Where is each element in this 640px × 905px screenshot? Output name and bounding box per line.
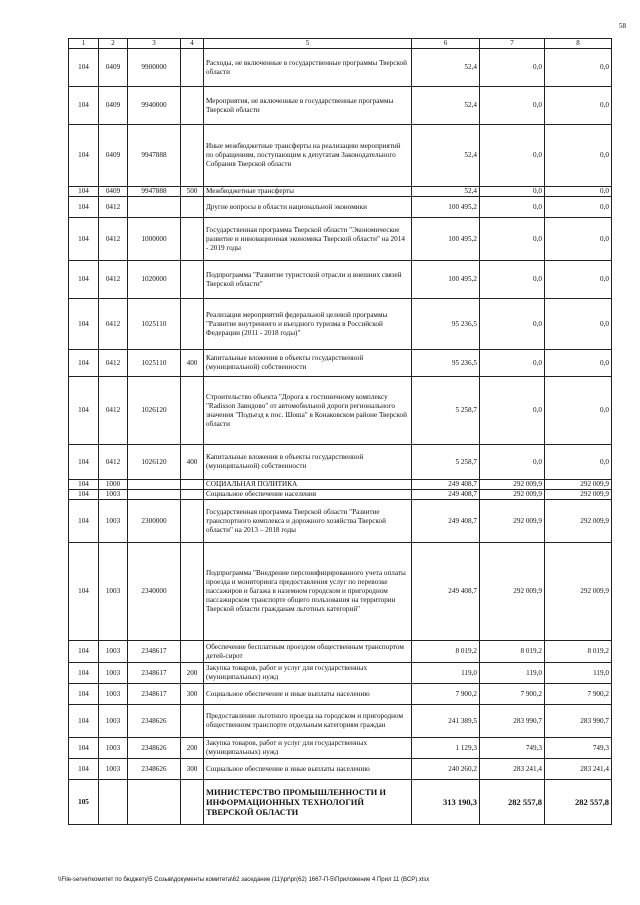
- expense-type-cell: [181, 299, 204, 350]
- table-row: [69, 641, 612, 663]
- item-name-cell: Подпрограмма "Внедрение персонифицированного учета оплаты проезда и мониторинга предоставления услуг по перевозке пассажиров и багажа в наземном городском и пригородном пассажирском транспорте общего пользования на территории Тверской области гражданам льготных категорий": [204, 543, 412, 641]
- admin-code-cell: 104: [69, 543, 99, 641]
- amount-2016-cell: 0,0: [545, 377, 612, 445]
- item-name-cell: Предоставление льготного проезда на городском и пригородном общественном транспорте отдельным категориям граждан: [204, 705, 412, 738]
- amount-2016-cell: 292 009,9: [545, 543, 612, 641]
- amount-2016-cell: 0,0: [545, 218, 612, 261]
- table-row: [69, 125, 612, 187]
- table-row: [69, 663, 612, 684]
- target-article-cell: 1025110: [128, 299, 181, 350]
- amount-2015-cell: 0,0: [480, 125, 545, 187]
- expense-type-cell: [181, 197, 204, 218]
- target-article-cell: 2348617: [128, 641, 181, 663]
- amount-2016-cell: 292 009,9: [545, 490, 612, 500]
- expense-type-cell: [181, 125, 204, 187]
- amount-2016-cell: 0,0: [545, 197, 612, 218]
- table-row: [69, 218, 612, 261]
- amount-2015-cell: 8 019,2: [480, 641, 545, 663]
- section-code-cell: [99, 780, 128, 825]
- section-code-cell: 0409: [99, 125, 128, 187]
- expense-type-cell: [181, 705, 204, 738]
- admin-code-cell: 104: [69, 299, 99, 350]
- item-name-cell: Строительство объекта "Дорога к гостиничному комплексу "Radisson Завидово" от автомобильной дороги регионального значения "Подъезд к пос. Шоша" в Конаковском районе Тверской области: [204, 377, 412, 445]
- amount-2016-cell: 0,0: [545, 299, 612, 350]
- target-article-cell: 2348617: [128, 684, 181, 705]
- item-name-cell: МИНИСТЕРСТВО ПРОМЫШЛЕННОСТИ И ИНФОРМАЦИОННЫХ ТЕХНОЛОГИЙ ТВЕРСКОЙ ОБЛАСТИ: [204, 780, 412, 825]
- item-name-cell: Обеспечение бесплатным проездом общественным транспортом детей-сирот: [204, 641, 412, 663]
- admin-code-cell: 105: [69, 780, 99, 825]
- section-code-cell: 0412: [99, 197, 128, 218]
- target-article-cell: [128, 197, 181, 218]
- amount-2016-cell: 7 900,2: [545, 684, 612, 705]
- header-cell: 8: [545, 39, 612, 49]
- amount-2014-cell: 52,4: [412, 87, 480, 125]
- table-row: [69, 377, 612, 445]
- item-name-cell: Иные межбюджетные трансферты на реализацию мероприятий по обращениям, поступающим к депутатам Законодательного Собрания Тверской области: [204, 125, 412, 187]
- expense-type-cell: [181, 641, 204, 663]
- amount-2015-cell: 283 241,4: [480, 759, 545, 780]
- header-row: [69, 39, 612, 49]
- section-code-cell: 0409: [99, 87, 128, 125]
- amount-2014-cell: 119,0: [412, 663, 480, 684]
- item-name-cell: Реализация мероприятий федеральной целевой программы "Развитие внутреннего и въездного туризма в Российской Федерации (2011 - 2018 годы)": [204, 299, 412, 350]
- admin-code-cell: 104: [69, 49, 99, 87]
- item-name-cell: Закупка товаров, работ и услуг для государственных (муниципальных) нужд: [204, 663, 412, 684]
- item-name-cell: Социальное обеспечение и иные выплаты населению: [204, 759, 412, 780]
- amount-2015-cell: 749,3: [480, 738, 545, 759]
- admin-code-cell: 104: [69, 87, 99, 125]
- expense-type-cell: [181, 377, 204, 445]
- item-name-cell: Закупка товаров, работ и услуг для государственных (муниципальных) нужд: [204, 738, 412, 759]
- amount-2015-cell: 0,0: [480, 350, 545, 377]
- header-cell: 4: [181, 39, 204, 49]
- amount-2016-cell: 0,0: [545, 49, 612, 87]
- table-row: [69, 49, 612, 87]
- expense-type-cell: [181, 490, 204, 500]
- item-name-cell: СОЦИАЛЬНАЯ ПОЛИТИКА: [204, 480, 412, 490]
- target-article-cell: 2300000: [128, 500, 181, 543]
- item-name-cell: Социальное обеспечение и иные выплаты населению: [204, 684, 412, 705]
- admin-code-cell: 104: [69, 500, 99, 543]
- amount-2015-cell: 283 990,7: [480, 705, 545, 738]
- target-article-cell: 9947888: [128, 125, 181, 187]
- amount-2015-cell: 7 900,2: [480, 684, 545, 705]
- header-cell: 5: [204, 39, 412, 49]
- expense-type-cell: [181, 261, 204, 299]
- amount-2014-cell: 249 408,7: [412, 480, 480, 490]
- amount-2014-cell: 100 495,2: [412, 197, 480, 218]
- amount-2014-cell: 1 129,3: [412, 738, 480, 759]
- item-name-cell: Подпрограмма "Развитие туристской отрасли и внешних связей Тверской области": [204, 261, 412, 299]
- amount-2014-cell: 52,4: [412, 187, 480, 197]
- target-article-cell: 9947888: [128, 187, 181, 197]
- table-row: [69, 197, 612, 218]
- amount-2014-cell: 5 258,7: [412, 445, 480, 480]
- section-code-cell: 0412: [99, 445, 128, 480]
- amount-2014-cell: 100 495,2: [412, 261, 480, 299]
- amount-2015-cell: 0,0: [480, 87, 545, 125]
- table-row: [69, 490, 612, 500]
- admin-code-cell: 104: [69, 641, 99, 663]
- expense-type-cell: 300: [181, 759, 204, 780]
- admin-code-cell: 104: [69, 187, 99, 197]
- header-cell: 2: [99, 39, 128, 49]
- amount-2015-cell: 0,0: [480, 445, 545, 480]
- section-code-cell: 1003: [99, 684, 128, 705]
- item-name-cell: Капитальные вложения в объекты государственной (муниципальной) собственности: [204, 445, 412, 480]
- amount-2015-cell: 292 009,9: [480, 543, 545, 641]
- header-cell: 6: [412, 39, 480, 49]
- admin-code-cell: 104: [69, 663, 99, 684]
- section-code-cell: 1003: [99, 490, 128, 500]
- target-article-cell: 2348617: [128, 663, 181, 684]
- admin-code-cell: 104: [69, 197, 99, 218]
- table-row: [69, 705, 612, 738]
- amount-2015-cell: 119,0: [480, 663, 545, 684]
- amount-2014-cell: 241 389,5: [412, 705, 480, 738]
- amount-2014-cell: 100 495,2: [412, 218, 480, 261]
- section-code-cell: 0412: [99, 218, 128, 261]
- section-code-cell: 0409: [99, 49, 128, 87]
- expense-type-cell: 200: [181, 738, 204, 759]
- table-row: [69, 187, 612, 197]
- header-cell: 3: [128, 39, 181, 49]
- target-article-cell: 1026120: [128, 445, 181, 480]
- amount-2014-cell: 240 260,2: [412, 759, 480, 780]
- item-name-cell: Расходы, не включенные в государственные программы Тверской области: [204, 49, 412, 87]
- amount-2016-cell: 749,3: [545, 738, 612, 759]
- admin-code-cell: 104: [69, 684, 99, 705]
- section-code-cell: 1003: [99, 543, 128, 641]
- admin-code-cell: 104: [69, 377, 99, 445]
- section-code-cell: 1003: [99, 641, 128, 663]
- section-code-cell: 1003: [99, 759, 128, 780]
- amount-2014-cell: 249 408,7: [412, 490, 480, 500]
- item-name-cell: Другие вопросы в области национальной экономики: [204, 197, 412, 218]
- expense-type-cell: 500: [181, 187, 204, 197]
- expense-type-cell: [181, 87, 204, 125]
- item-name-cell: Капитальные вложения в объекты государственной (муниципальной) собственности: [204, 350, 412, 377]
- section-code-cell: 1003: [99, 705, 128, 738]
- target-article-cell: 1026120: [128, 377, 181, 445]
- section-code-cell: 0412: [99, 350, 128, 377]
- amount-2015-cell: 292 009,9: [480, 480, 545, 490]
- table-row: [69, 87, 612, 125]
- amount-2016-cell: 0,0: [545, 445, 612, 480]
- admin-code-cell: 104: [69, 759, 99, 780]
- section-code-cell: 1003: [99, 500, 128, 543]
- amount-2016-cell: 0,0: [545, 125, 612, 187]
- expense-type-cell: [181, 500, 204, 543]
- target-article-cell: 9900000: [128, 49, 181, 87]
- item-name-cell: Социальное обеспечение населения: [204, 490, 412, 500]
- item-name-cell: Государственная программа Тверской области "Экономическое развитие и инновационная экономика Тверской области" на 2014 - 2019 годы: [204, 218, 412, 261]
- target-article-cell: 1020000: [128, 261, 181, 299]
- expense-type-cell: [181, 543, 204, 641]
- admin-code-cell: 104: [69, 218, 99, 261]
- section-code-cell: 1003: [99, 738, 128, 759]
- budget-table: [68, 38, 612, 825]
- table-row: [69, 261, 612, 299]
- section-code-cell: 0412: [99, 299, 128, 350]
- amount-2016-cell: 8 019,2: [545, 641, 612, 663]
- amount-2015-cell: 0,0: [480, 299, 545, 350]
- admin-code-cell: 104: [69, 490, 99, 500]
- expense-type-cell: [181, 218, 204, 261]
- file-path-footer: \\File-server\комитет по бюджету\5 Созыв\документы комитета\62 заседание (11)\pr\pr(62) 1667-П-5\Приложение 4 Прил 11 (ВСР).xlsx: [58, 877, 430, 883]
- target-article-cell: 1000000: [128, 218, 181, 261]
- expense-type-cell: [181, 780, 204, 825]
- amount-2015-cell: 0,0: [480, 377, 545, 445]
- target-article-cell: 1025110: [128, 350, 181, 377]
- expense-type-cell: 400: [181, 445, 204, 480]
- expense-type-cell: 400: [181, 350, 204, 377]
- target-article-cell: 2348626: [128, 759, 181, 780]
- amount-2014-cell: 313 190,3: [412, 780, 480, 825]
- amount-2016-cell: 0,0: [545, 350, 612, 377]
- amount-2016-cell: 0,0: [545, 187, 612, 197]
- amount-2016-cell: 0,0: [545, 87, 612, 125]
- amount-2014-cell: 8 019,2: [412, 641, 480, 663]
- amount-2015-cell: 0,0: [480, 261, 545, 299]
- expense-type-cell: [181, 49, 204, 87]
- header-cell: 7: [480, 39, 545, 49]
- amount-2014-cell: 7 900,2: [412, 684, 480, 705]
- target-article-cell: 2348626: [128, 705, 181, 738]
- item-name-cell: Межбюджетные трансферты: [204, 187, 412, 197]
- section-code-cell: 0412: [99, 377, 128, 445]
- item-name-cell: Государственная программа Тверской области "Развитие транспортного комплекса и дорожного хозяйства Тверской области" на 2013 – 2018 годы: [204, 500, 412, 543]
- amount-2016-cell: 119,0: [545, 663, 612, 684]
- amount-2015-cell: 282 557,8: [480, 780, 545, 825]
- amount-2014-cell: 249 408,7: [412, 500, 480, 543]
- table-row: [69, 350, 612, 377]
- expense-type-cell: 200: [181, 663, 204, 684]
- table-row: [69, 684, 612, 705]
- table-row: [69, 480, 612, 490]
- table-row: [69, 299, 612, 350]
- amount-2016-cell: 283 990,7: [545, 705, 612, 738]
- admin-code-cell: 104: [69, 480, 99, 490]
- admin-code-cell: 104: [69, 125, 99, 187]
- amount-2016-cell: 283 241,4: [545, 759, 612, 780]
- amount-2016-cell: 0,0: [545, 261, 612, 299]
- header-cell: 1: [69, 39, 99, 49]
- amount-2014-cell: 95 236,5: [412, 350, 480, 377]
- amount-2015-cell: 0,0: [480, 187, 545, 197]
- target-article-cell: [128, 480, 181, 490]
- amount-2016-cell: 292 009,9: [545, 500, 612, 543]
- amount-2014-cell: 249 408,7: [412, 543, 480, 641]
- total-row: [69, 780, 612, 825]
- table-row: [69, 445, 612, 480]
- amount-2015-cell: 0,0: [480, 218, 545, 261]
- section-code-cell: 0409: [99, 187, 128, 197]
- target-article-cell: [128, 780, 181, 825]
- admin-code-cell: 104: [69, 350, 99, 377]
- expense-type-cell: 300: [181, 684, 204, 705]
- item-name-cell: Мероприятия, не включенные в государственные программы Тверской области: [204, 87, 412, 125]
- amount-2014-cell: 52,4: [412, 49, 480, 87]
- target-article-cell: 9940000: [128, 87, 181, 125]
- table-row: [69, 759, 612, 780]
- amount-2014-cell: 52,4: [412, 125, 480, 187]
- amount-2015-cell: 292 009,9: [480, 490, 545, 500]
- expense-type-cell: [181, 480, 204, 490]
- amount-2014-cell: 95 236,5: [412, 299, 480, 350]
- amount-2015-cell: 0,0: [480, 49, 545, 87]
- target-article-cell: 2348626: [128, 738, 181, 759]
- admin-code-cell: 104: [69, 705, 99, 738]
- amount-2015-cell: 0,0: [480, 197, 545, 218]
- table-row: [69, 543, 612, 641]
- admin-code-cell: 104: [69, 738, 99, 759]
- page-number: 58: [619, 22, 626, 30]
- target-article-cell: [128, 490, 181, 500]
- table-row: [69, 500, 612, 543]
- amount-2015-cell: 292 009,9: [480, 500, 545, 543]
- admin-code-cell: 104: [69, 261, 99, 299]
- section-code-cell: 1000: [99, 480, 128, 490]
- amount-2016-cell: 282 557,8: [545, 780, 612, 825]
- section-code-cell: 0412: [99, 261, 128, 299]
- table-row: [69, 738, 612, 759]
- amount-2016-cell: 292 009,9: [545, 480, 612, 490]
- section-code-cell: 1003: [99, 663, 128, 684]
- amount-2014-cell: 5 258,7: [412, 377, 480, 445]
- target-article-cell: 2340000: [128, 543, 181, 641]
- admin-code-cell: 104: [69, 445, 99, 480]
